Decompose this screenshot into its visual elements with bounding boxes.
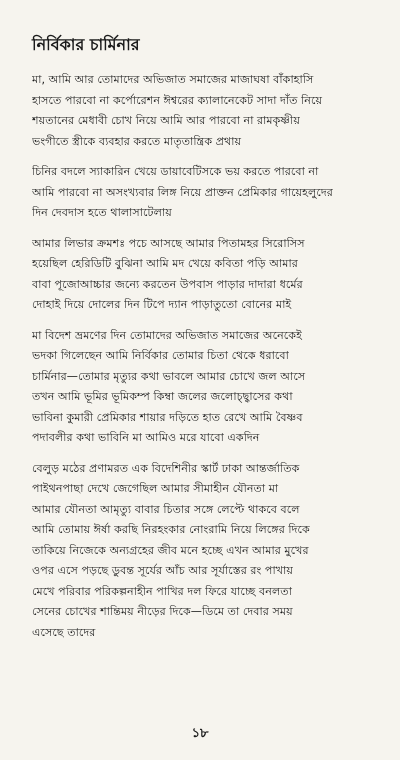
poem-line: চিনির বদলে স্যাকারিন খেয়ে ডায়াবেটিসকে ভয় করতে পারবো না bbox=[32, 165, 319, 178]
poem-line: চার্মিনার—তোমার মৃত্যুর কথা ভাবলে আমার চোখে জল আসে bbox=[32, 369, 306, 383]
poem-line: তাকিয়ে নিজেকে অন্যগ্রহের জীব মনে হচ্ছে এখন আমার মুখের bbox=[32, 543, 309, 557]
poem-line: শয়তানের মেধাবী চোখ নিয়ে আমি আর পারবো না রামকৃষ্ণীয় bbox=[32, 114, 300, 127]
stanza bbox=[32, 459, 378, 644]
poem-line: আমার যৌনতা আমৃত্যু বাবার চিতার সঙ্গে লেপ্টে থাকবে বলে bbox=[32, 502, 300, 516]
poem-line: বাবা পূজোআচ্চার জন্যে করতেন উপবাস পাড়ার দাদারা ধর্মের bbox=[32, 277, 303, 291]
poem-line: আমার লিভার ক্রমশঃ পচে আসছে আমার পিতামহর সিরোসিস bbox=[32, 236, 305, 250]
poem-line: তখন আমি ভূমির ভূমিকম্প কিম্বা জলের জলোচ্ছ্বাসের কথা bbox=[32, 390, 293, 403]
poem-line: মা, আমি আর তোমাদের অভিজাত সমাজের মাজাঘষা বাঁকাহাসি bbox=[32, 73, 314, 86]
poem-line: ওপর এসে পড়ছে ডুবন্ত সূর্যের আঁচ আর সূর্যাস্তের রং পাখায় bbox=[32, 564, 293, 577]
poem-line: ভাবিনা কুমারী প্রেমিকার শায়ার দড়িতে হাত রেখে আমি বৈষ্ণব bbox=[32, 410, 303, 424]
poem-line: বেলুড় মঠের প্রণামরত এক বিদেশিনীর স্কার্ট ঢাকা আন্তর্জাতিক bbox=[32, 461, 300, 475]
poem-line: পাইথনপাছা দেখে জেগেছিল আমার সীমাহীন যৌনতা মা bbox=[32, 482, 279, 495]
poem-title: নির্বিকার চার্মিনার bbox=[32, 35, 140, 54]
stanza bbox=[32, 326, 378, 449]
poem-line: ভদকা গিলেছেন আমি নির্বিকার তোমার চিতা থেকে ধরাবো bbox=[32, 349, 289, 362]
poem-line: পদাবলীর কথা ভাবিনি মা আমিও মরে যাবো একদিন bbox=[32, 431, 260, 444]
poem-line: হয়েছিল হেরিডিটি বুঝিনা আমি মদ খেয়ে কবিতা পড়ি আমার bbox=[32, 257, 298, 270]
poem-line: আমি তোমায় ঈর্ষা করছি নিরহংকার নোংরামি নিয়ে লিঙ্গের দিকে bbox=[32, 523, 310, 536]
poem-line: হাসতে পারবো না কর্পোরেশন ঈশ্বরের ক্যালানেকেট সাদা দাঁত নিয়ে bbox=[32, 93, 323, 107]
poem-line: মা বিদেশ ভ্রমণের দিন তোমাদের অভিজাত সমাজের অনেকেই bbox=[32, 328, 302, 342]
page-number: ১৮ bbox=[191, 726, 209, 741]
poem-line: মেখে পরিবার পরিকল্পনাহীন পাখির দল ফিরে যাচ্ছে বনলতা bbox=[32, 584, 292, 598]
poem-line: দিন দেবদাস হতে থালাসাটেলায় bbox=[32, 206, 172, 219]
stanza bbox=[32, 234, 378, 316]
poem-body bbox=[32, 70, 378, 643]
poem-line: ভংগীতে স্ত্রীকে ব্যবহার করতে মাতৃতান্ত্রিক প্রথায় bbox=[32, 134, 242, 148]
stanza bbox=[32, 162, 378, 224]
poem-line: আমি পারবো না অসংখ্যবার লিঙ্গ নিয়ে প্রাক্তন প্রেমিকার গায়েহলুদের bbox=[32, 185, 333, 199]
poem-line: সেনের চোখের শান্তিময় নীড়ের দিকে—ডিমে তা দেবার সময় bbox=[32, 605, 293, 618]
poem-line: এসেছে তাদের bbox=[32, 625, 96, 639]
poem-line: দোহাই দিয়ে দোলের দিন টিপে দ্যান পাড়াতুতো বোনের মাই bbox=[32, 298, 292, 311]
stanza bbox=[32, 70, 378, 152]
